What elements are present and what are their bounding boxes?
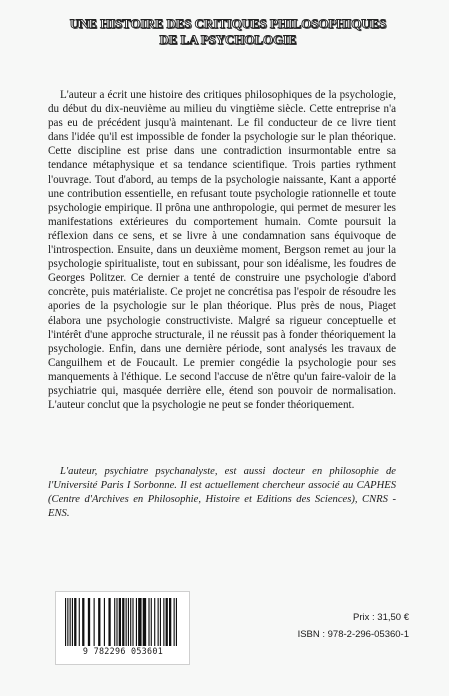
title-line-2: DE LA PSYCHOLOGIE xyxy=(159,32,297,47)
barcode-bar xyxy=(82,598,84,646)
barcode-bar xyxy=(130,598,131,646)
barcode-bar xyxy=(116,598,117,646)
barcode-bar xyxy=(65,598,66,646)
book-title xyxy=(40,16,416,48)
isbn: ISBN : 978-2-296-05360-1 xyxy=(297,629,409,640)
barcode-bar xyxy=(128,598,129,646)
barcode-bar xyxy=(104,598,105,646)
barcode-bars xyxy=(65,598,179,648)
author-note-text: L'auteur, psychiatre psychanalyste, est aussi docteur en philosophie de l'Université Paris I Sorbonne. Il est actuellement chercheur associé au CAPHES (Centre d'Archives en Philosophie, Histoire et Editions des Sciences), CNRS - ENS. xyxy=(48,466,396,519)
barcode-bar xyxy=(72,598,73,646)
barcode-bar xyxy=(108,598,110,646)
barcode-bar xyxy=(169,598,171,646)
barcode-bar xyxy=(119,598,121,646)
barcode-bar xyxy=(67,598,68,646)
barcode-bar xyxy=(74,598,76,646)
barcode-bar xyxy=(88,598,90,646)
barcode-bar xyxy=(151,598,152,646)
barcode-bar xyxy=(176,598,177,646)
barcode-bar xyxy=(148,598,149,646)
author-note xyxy=(48,465,396,521)
barcode-bar xyxy=(163,598,164,646)
book-summary xyxy=(48,88,396,412)
barcode-bar xyxy=(158,598,159,646)
barcode-bar xyxy=(138,598,141,646)
barcode-bar xyxy=(70,598,71,646)
barcode-bar xyxy=(143,598,146,646)
barcode-bar xyxy=(98,598,100,646)
barcode-bar xyxy=(166,598,168,646)
barcode-bar xyxy=(132,598,133,646)
barcode-digits: 9 782296 053601 xyxy=(82,646,164,656)
summary-paragraph: L'auteur a écrit une histoire des critiques philosophiques de la psychologie, du début du dix-neuvième au milieu du vingtième siècle. Cette entreprise n'a pas eu de précédent jusqu'à maintenant. Le fil conducteur de ce livre tient dans l'idée qu'il est impossible de fonder la psychologie sur le plan théorique. Cette discipline est prise dans une contradiction insurmontable entre sa tendance métaphysique et sa tendance scientifique. Trois parties rythment l'ouvrage. Tout d'abord, au temps de la psychologie naissante, Kant a apporté une contribution essentielle, en refusant toute psychologie rationnelle et toute psychologie empirique. Il prôna une anthropologie, qui permet de mesurer les manifestations extérieures du comportement humain. Comte poursuit la réflexion dans ce sens, et se livre à une condamnation sans équivoque de l'introspection. Ensuite, dans un deuxième moment, Bergson remet au jour la psychologie spiritualiste, tout en subissant, pour son idéalisme, les foudres de Georges Politzer. Ce dernier a tenté de construire une psychologie d'abord concrète, puis matérialiste. Ce projet ne concrétisa pas l'espoir de résoudre les apories de la psychologie sur le plan théorique. Plus près de nous, Piaget élabora une psychologie constructiviste. Malgré sa rigueur conceptuelle et l'intérêt d'une approche structurale, il ne réussit pas à fonder théoriquement la psychologie. Enfin, dans une dernière période, sont analysés les travaux de Canguilhem et de Foucault. Le premier congédie la psychologie pour ses manquements à l'éthique. Le second l'accuse de n'être qu'un faire-valoir de la psychiatrie qui, masquée derrière elle, étend son pouvoir de normalisation. L'auteur conclut que la psychologie ne peut se fonder théoriquement. xyxy=(48,89,396,412)
barcode-bar xyxy=(174,598,175,646)
barcode-bar xyxy=(154,598,155,646)
barcode-bar xyxy=(79,598,80,646)
price: Prix : 31,50 € xyxy=(353,612,409,623)
barcode-bar xyxy=(126,598,127,646)
barcode-bar xyxy=(94,598,95,646)
title-line-1: UNE HISTOIRE DES CRITIQUES PHILOSOPHIQUES xyxy=(69,16,387,31)
barcode-bar xyxy=(160,598,161,646)
barcode-bar xyxy=(114,598,115,646)
barcode xyxy=(55,591,190,665)
barcode-bar xyxy=(136,598,137,646)
barcode-bar xyxy=(122,598,124,646)
